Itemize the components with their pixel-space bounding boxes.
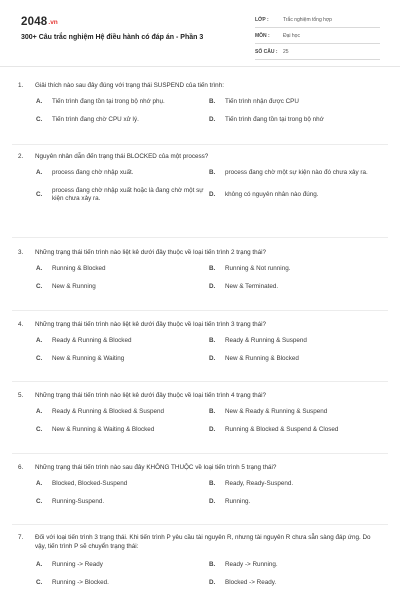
meta-key: MÔN : [255,32,270,39]
answer-letter: C. [36,190,43,198]
answer-text: Running & Not running. [225,265,291,272]
question-text: Đối với loại tiến trình 3 trạng thái. Khi tiến trình P yêu cầu tài nguyên R, nhưng tài nguyên R chưa sẵn sàng đáp ứng. Do vậy, tiến trình P sẽ chuyển trạng thái: [35,534,371,550]
answer-text: Tiến trình đang tồn tại trong bộ nhớ [225,115,324,123]
answer-a[interactable] [36,480,209,489]
answer-letter: A. [36,337,43,344]
question-number: 7. [18,534,24,541]
answer-a[interactable] [36,98,209,107]
answer-letter: C. [36,425,43,433]
answer-letter: A. [36,408,43,415]
answer-letter: C. [36,578,43,586]
answer-d[interactable] [209,116,382,125]
answer-b[interactable] [209,265,382,274]
question-3 [18,248,384,291]
answer-c[interactable] [36,187,209,204]
answer-a[interactable] [36,561,209,570]
answer-letter: C. [36,497,43,505]
logo-suffix: .vn [48,19,58,26]
question-number: 5. [18,392,24,399]
answer-c[interactable] [36,426,209,435]
answer-text: process đang chờ nhập xuất. [52,169,134,176]
answer-text: Running-Suspend. [52,497,105,505]
meta-key: SỐ CÂU : [255,48,278,55]
page-header [0,0,400,66]
site-logo[interactable] [21,16,58,28]
question-divider [12,144,388,145]
answer-b[interactable] [209,480,382,489]
question-6 [18,463,384,506]
answer-text: Ready & Running & Blocked & Suspend [52,408,165,415]
question-text: Những trạng thái tiến trình nào liệt kê dưới đây thuộc về loại tiến trình 3 trạng thái? [35,321,266,328]
answer-c[interactable] [36,355,209,364]
meta-value: 25 [283,48,289,55]
answer-letter: C. [36,354,43,362]
meta-key: LỚP : [255,16,269,23]
question-divider [12,237,388,238]
question-divider [12,310,388,311]
answer-letter: B. [209,169,216,176]
answer-text: Blocked, Blocked-Suspend [52,480,128,487]
meta-value: Đại học [283,32,300,39]
meta-row-count [255,44,380,60]
question-2 [18,152,384,204]
answer-text: process đang chờ một sự kiện nào đó chưa xảy ra. [225,169,368,176]
answer-c[interactable] [36,579,209,588]
question-number: 3. [18,249,24,256]
meta-row-class [255,12,380,28]
question-text: Giải thích nào sau đây đúng với trạng thái SUSPEND của tiến trình: [35,82,224,89]
answer-b[interactable] [209,408,382,417]
quiz-meta [255,12,380,60]
answer-text: process đang chờ nhập xuất hoặc là đang chờ một sự kiện chưa xảy ra. [52,186,204,202]
answer-text: New & Running [52,282,96,290]
answer-a[interactable] [36,265,209,274]
answer-a[interactable] [36,337,209,346]
answer-text: Ready & Running & Blocked [52,337,132,344]
question-text: Nguyên nhân dẫn đến trạng thái BLOCKED của một process? [35,153,209,160]
answer-letter: D. [209,115,216,123]
answer-letter: A. [36,265,43,272]
answer-text: Tiến trình nhận được CPU [225,98,299,105]
answer-b[interactable] [209,561,382,570]
answer-a[interactable] [36,169,209,178]
answer-b[interactable] [209,169,382,178]
answer-text: Ready & Running & Suspend [225,337,307,344]
answer-text: Ready -> Running. [225,561,278,568]
meta-value: Trắc nghiệm tổng hợp [283,16,332,23]
question-number: 1. [18,82,24,89]
answer-a[interactable] [36,408,209,417]
question-4 [18,320,384,363]
question-divider [12,524,388,525]
question-text: Những trạng thái tiến trình nào liệt kê dưới đây thuộc về loại tiến trình 2 trạng thái? [35,249,266,256]
answer-letter: D. [209,354,216,362]
answer-letter: B. [209,480,216,487]
answer-letter: D. [209,190,216,198]
answer-text: New & Running & Waiting & Blocked [52,425,155,433]
logo-number: 2048 [21,16,48,28]
answer-letter: C. [36,282,43,290]
answer-text: New & Running & Waiting [52,354,125,362]
answer-d[interactable] [209,579,382,588]
answer-letter: B. [209,408,216,415]
answer-letter: A. [36,480,43,487]
answer-text: Tiến trình đang chờ CPU xử lý. [52,115,139,123]
answer-text: Tiến trình đang tồn tại trong bộ nhớ phụ. [52,98,165,105]
answer-letter: B. [209,265,216,272]
question-divider [12,381,388,382]
answer-text: Running & Blocked & Suspend & Closed [225,425,339,433]
answer-text: Running & Blocked [52,265,106,272]
answer-text: New & Ready & Running & Suspend [225,408,328,415]
page-title: 300+ Câu trắc nghiệm Hệ điều hành có đáp án - Phần 3 [21,34,204,41]
question-number: 2. [18,153,24,160]
answer-letter: A. [36,98,43,105]
question-7 [18,533,384,587]
answer-c[interactable] [36,116,209,125]
answer-letter: D. [209,282,216,290]
answer-letter: D. [209,497,216,505]
answer-letter: B. [209,337,216,344]
question-1 [18,81,384,124]
answer-text: Running -> Ready [52,561,103,568]
answer-text: New & Terminated. [225,282,279,290]
answer-text: Running. [225,497,251,505]
answer-letter: D. [209,578,216,586]
answer-letter: D. [209,425,216,433]
question-text: Những trạng thái tiến trình nào sau đây KHÔNG THUỘC về loại tiến trình 5 trạng thái? [35,464,277,471]
meta-row-subject [255,28,380,44]
question-text: Những trạng thái tiến trình nào liệt kê dưới đây thuộc về loại tiến trình 4 trạng thái? [35,392,266,399]
answer-text: không có nguyên nhân nào đúng. [225,190,319,198]
question-number: 4. [18,321,24,328]
answer-text: Blocked -> Ready. [225,578,277,586]
answer-c[interactable] [36,283,209,292]
answer-text: New & Running & Blocked [225,354,299,362]
answer-d[interactable] [209,283,382,292]
answer-d[interactable] [209,498,382,507]
answer-c[interactable] [36,498,209,507]
answer-b[interactable] [209,98,382,107]
answer-letter: C. [36,115,43,123]
answer-letter: A. [36,169,43,176]
answer-letter: B. [209,98,216,105]
answer-d[interactable] [209,355,382,364]
question-5 [18,391,384,434]
answer-letter: A. [36,561,43,568]
answer-b[interactable] [209,337,382,346]
answer-text: Ready, Ready-Suspend. [225,480,294,487]
answer-letter: B. [209,561,216,568]
answer-d[interactable] [209,187,382,204]
question-number: 6. [18,464,24,471]
answer-d[interactable] [209,426,382,435]
answer-text: Running -> Blocked. [52,578,109,586]
question-divider [12,453,388,454]
header-divider [0,66,400,67]
